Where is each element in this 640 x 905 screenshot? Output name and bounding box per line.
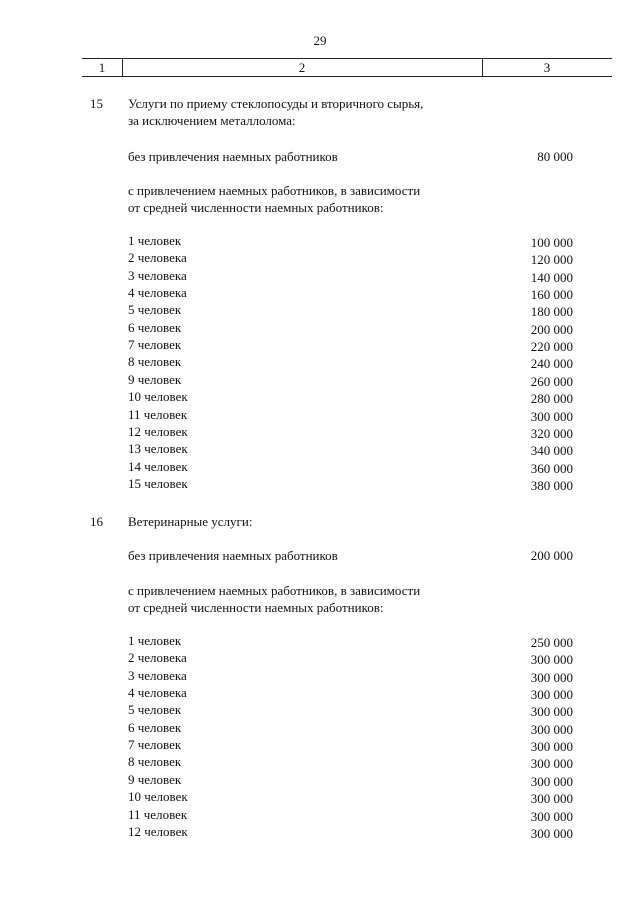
no-hire-label: без привлечения наемных работников <box>128 149 338 164</box>
row-value: 300 000 <box>530 669 573 685</box>
row-value: 220 000 <box>530 339 573 355</box>
row-value: 300 000 <box>530 756 573 772</box>
row-label: 4 человека <box>128 685 187 701</box>
row-value: 380 000 <box>530 477 573 493</box>
with-hire-text: с привлечением наемных работников, в зависимости <box>128 583 421 598</box>
row-value: 260 000 <box>530 373 573 389</box>
row-label: 11 человек <box>128 406 188 422</box>
row-value: 300 000 <box>530 808 573 824</box>
row-value: 120 000 <box>530 252 573 268</box>
row-label: 13 человек <box>128 441 188 457</box>
row-label: 2 человека <box>128 250 187 266</box>
row-value: 250 000 <box>530 635 573 650</box>
row-label: 9 человек <box>128 371 182 387</box>
row-label: 10 человек <box>128 789 188 805</box>
section-number: 16 <box>90 514 103 529</box>
header-col-3: 3 <box>543 60 551 75</box>
section-number: 15 <box>90 96 103 111</box>
row-label: 14 человек <box>128 458 188 474</box>
header-col-1: 1 <box>82 59 123 76</box>
with-hire-text: от средней численности наемных работников: <box>128 200 384 215</box>
row-label: 15 человек <box>128 475 188 491</box>
row-label: 1 человек <box>128 633 182 648</box>
row-label: 11 человек <box>128 806 188 822</box>
row-value: 300 000 <box>530 721 573 737</box>
no-hire-value: 80 000 <box>537 149 573 164</box>
row-label: 7 человек <box>128 737 182 753</box>
row-label: 12 человек <box>128 423 188 439</box>
row-value: 140 000 <box>530 269 573 285</box>
row-label: 1 человек <box>128 233 182 248</box>
row-value: 300 000 <box>530 825 573 841</box>
row-value: 300 000 <box>530 773 573 789</box>
no-hire-label: без привлечения наемных работников <box>128 548 338 563</box>
row-value: 100 000 <box>530 235 573 250</box>
row-value: 180 000 <box>530 304 573 320</box>
header-col-2: 2 <box>122 59 483 76</box>
row-value: 360 000 <box>530 460 573 476</box>
row-label: 6 человек <box>128 319 182 335</box>
row-label: 4 человека <box>128 285 187 301</box>
row-value: 240 000 <box>530 356 573 372</box>
table-header <box>82 58 612 77</box>
section-title-line: Ветеринарные услуги: <box>128 514 253 529</box>
row-label: 7 человек <box>128 337 182 353</box>
row-value: 300 000 <box>530 652 573 668</box>
row-label: 3 человека <box>128 667 187 683</box>
row-value: 300 000 <box>530 408 573 424</box>
row-label: 5 человек <box>128 302 182 318</box>
row-value: 160 000 <box>530 287 573 303</box>
section-title-line: Услуги по приему стеклопосуды и вторичного сырья, <box>128 96 424 111</box>
row-label: 12 человек <box>128 823 188 839</box>
row-label: 2 человека <box>128 650 187 666</box>
row-value: 300 000 <box>530 704 573 720</box>
row-label: 10 человек <box>128 389 188 405</box>
row-label: 9 человек <box>128 771 182 787</box>
row-value: 320 000 <box>530 425 573 441</box>
row-value: 280 000 <box>530 391 573 407</box>
with-hire-text: с привлечением наемных работников, в зависимости <box>128 183 421 198</box>
row-label: 5 человек <box>128 702 182 718</box>
section-title-line: за исключением металлолома: <box>128 113 296 128</box>
row-label: 8 человек <box>128 354 182 370</box>
row-value: 340 000 <box>530 443 573 459</box>
no-hire-value: 200 000 <box>530 548 573 563</box>
with-hire-text: от средней численности наемных работников: <box>128 600 384 615</box>
page-number: 29 <box>313 33 327 48</box>
row-value: 300 000 <box>530 687 573 703</box>
row-label: 3 человека <box>128 267 187 283</box>
row-value: 300 000 <box>530 739 573 755</box>
row-value: 200 000 <box>530 321 573 337</box>
row-value: 300 000 <box>530 791 573 807</box>
row-label: 6 человек <box>128 719 182 735</box>
row-label: 8 человек <box>128 754 182 770</box>
